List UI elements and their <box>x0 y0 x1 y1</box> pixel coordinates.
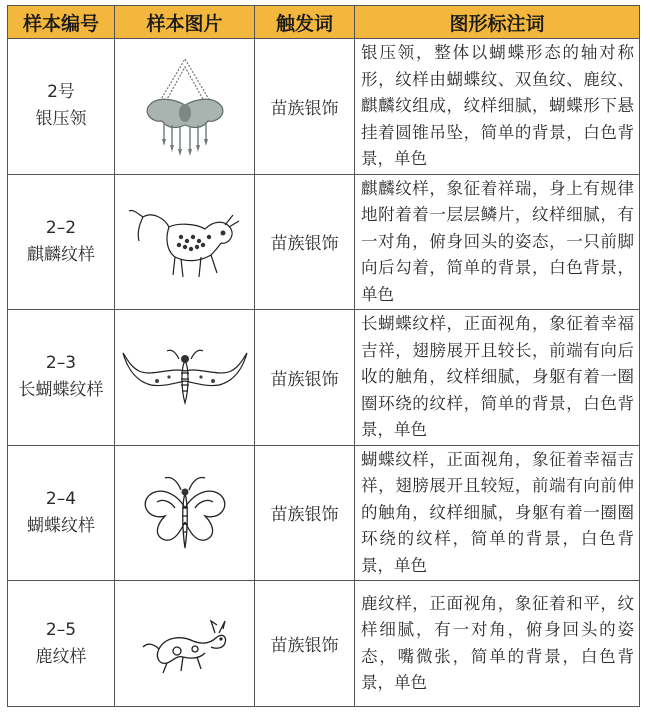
sample-id-cell <box>8 581 115 707</box>
sample-name: 麒麟纹样 <box>27 244 95 265</box>
table-row <box>8 581 640 707</box>
sample-image-cell <box>115 581 255 707</box>
sample-name: 长蝴蝶纹样 <box>18 380 104 401</box>
sample-image-cell <box>115 39 255 175</box>
sample-name: 银压领 <box>35 109 87 130</box>
annotation-cell: 银压领，整体以蝴蝶形态的轴对称形，纹样由蝴蝶纹、双鱼纹、鹿纹、麒麟纹组成，纹样细腻，蝴蝶形下悬挂着圆锥吊坠，简单的背景，白色背景，单色 <box>355 39 640 175</box>
trigger-word-cell: 苗族银饰 <box>255 310 355 446</box>
sample-table <box>7 5 640 707</box>
sample-name: 蝴蝶纹样 <box>27 515 95 536</box>
sample-name: 鹿纹样 <box>35 646 87 667</box>
long-butterfly-pattern-icon <box>121 337 249 417</box>
butterfly-pattern-icon <box>135 468 235 558</box>
sample-id-cell <box>8 445 115 581</box>
header-trigger-word: 触发词 <box>255 6 355 39</box>
trigger-word-cell: 苗族银饰 <box>255 445 355 581</box>
silver-neck-ornament-icon <box>130 51 240 161</box>
table-row <box>8 174 640 310</box>
table-row <box>8 39 640 175</box>
sample-id-cell <box>8 310 115 446</box>
annotation-cell: 蝴蝶纹样，正面视角，象征着幸福吉祥，翅膀展开且较短，前端有向前伸的触角，纹样细腻，身躯有着一圈圈环绕的纹样，简单的背景，白色背景，单色 <box>355 445 640 581</box>
sample-id-cell <box>8 39 115 175</box>
sample-number: 2–2 <box>45 217 77 238</box>
annotation-cell: 麒麟纹样，象征着祥瑞，身上有规律地附着着一层层鳞片，纹样细腻，有一对角，俯身回头的姿态，一只前脚向后勾着，简单的背景，白色背景，单色 <box>355 174 640 310</box>
sample-number: 2号 <box>47 82 75 103</box>
header-row <box>8 6 640 39</box>
deer-pattern-icon <box>137 609 233 679</box>
trigger-word-cell: 苗族银饰 <box>255 174 355 310</box>
annotation-cell: 鹿纹样，正面视角，象征着和平，纹样细腻，有一对角，俯身回头的姿态，嘴微张，简单的背景，白色背景，单色 <box>355 581 640 707</box>
sample-number: 2–5 <box>45 619 77 640</box>
header-sample-id: 样本编号 <box>8 6 115 39</box>
table-row <box>8 310 640 446</box>
sample-image-cell <box>115 445 255 581</box>
header-annotation: 图形标注词 <box>355 6 640 39</box>
sample-image-cell <box>115 310 255 446</box>
qilin-pattern-icon <box>125 197 245 287</box>
sample-number: 2–3 <box>45 353 77 374</box>
annotation-cell: 长蝴蝶纹样，正面视角，象征着幸福吉祥，翅膀展开且较长，前端有向后收的触角，纹样细腻，身躯有着一圈圈环绕的纹样，简单的背景，白色背景，单色 <box>355 310 640 446</box>
sample-id-cell <box>8 174 115 310</box>
table-row <box>8 445 640 581</box>
header-sample-image: 样本图片 <box>115 6 255 39</box>
trigger-word-cell: 苗族银饰 <box>255 39 355 175</box>
sample-image-cell <box>115 174 255 310</box>
sample-number: 2–4 <box>45 488 77 509</box>
trigger-word-cell: 苗族银饰 <box>255 581 355 707</box>
